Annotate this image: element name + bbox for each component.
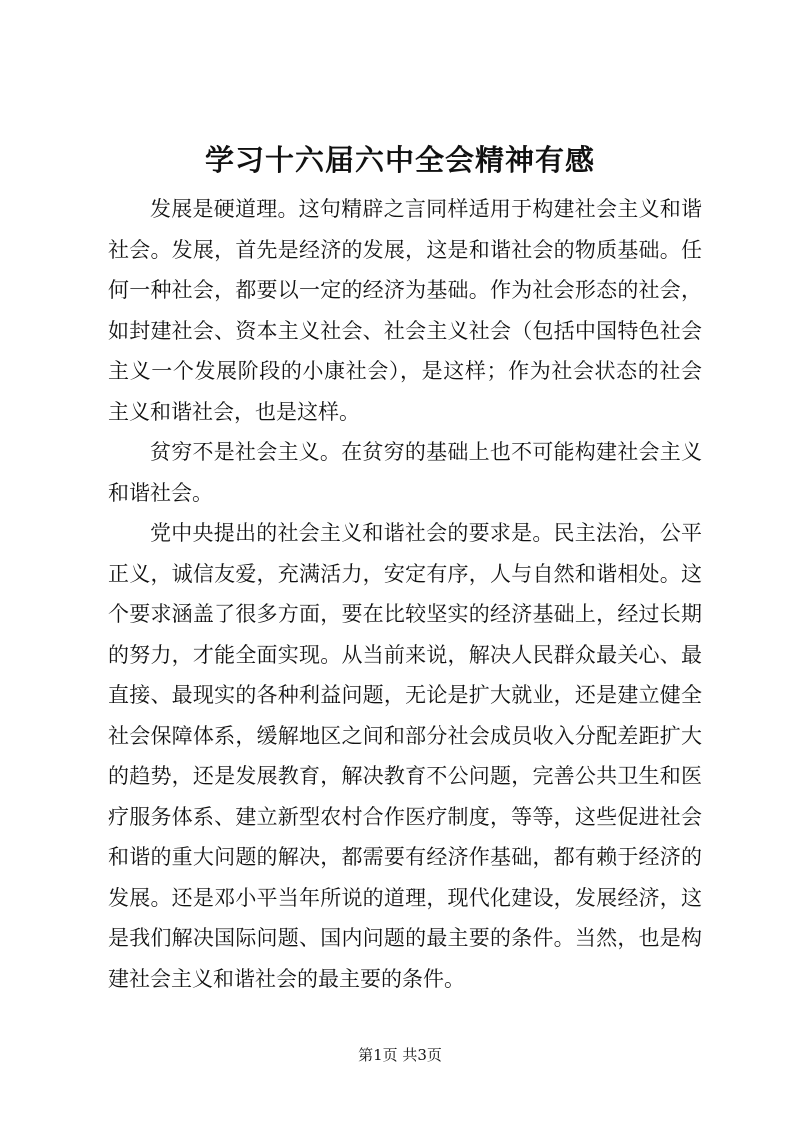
paragraph-1: 发展是硬道理。这句精辟之言同样适用于构建社会主义和谐社会。发展，首先是经济的发展，这是和谐社会的物质基础。任何一种社会，都要以一定的经济为基础。作为社会形态的社会，如封建社会、资本主义社会、社会主义社会（包括中国特色社会主义一个发展阶段的小康社会），是这样；作为社会状态的社会主义和谐社会，也是这样。 <box>108 197 702 424</box>
paragraph-3: 党中央提出的社会主义和谐社会的要求是。民主法治，公平正义，诚信友爱，充满活力，安定有序，人与自然和谐相处。这个要求涵盖了很多方面，要在比较坚实的经济基础上，经过长期的努力，才能全面实现。从当前来说，解决人民群众最关心、最直接、最现实的各种利益问题，无论是扩大就业，还是建立健全社会保障体系，缓解地区之间和部分社会成员收入分配差距扩大的趋势，还是发展教育，解决教育不公问题，完善公共卫生和医疗服务体系、建立新型农村合作医疗制度，等等，这些促进社会和谐的重大问题的解决，都需要有经济作基础，都有赖于经济的发展。还是邓小平当年所说的道理，现代化建设，发展经济，这是我们解决国际问题、国内问题的最主要的条件。当然，也是构建社会主义和谐社会的最主要的条件。 <box>108 521 702 991</box>
page-number-footer: 第1页 共3页 <box>358 1046 442 1064</box>
paragraph-2: 贫穷不是社会主义。在贫穷的基础上也不可能构建社会主义和谐社会。 <box>108 440 702 505</box>
page-title: 学习十六届六中全会精神有感 <box>204 143 595 177</box>
document-body <box>108 189 702 999</box>
